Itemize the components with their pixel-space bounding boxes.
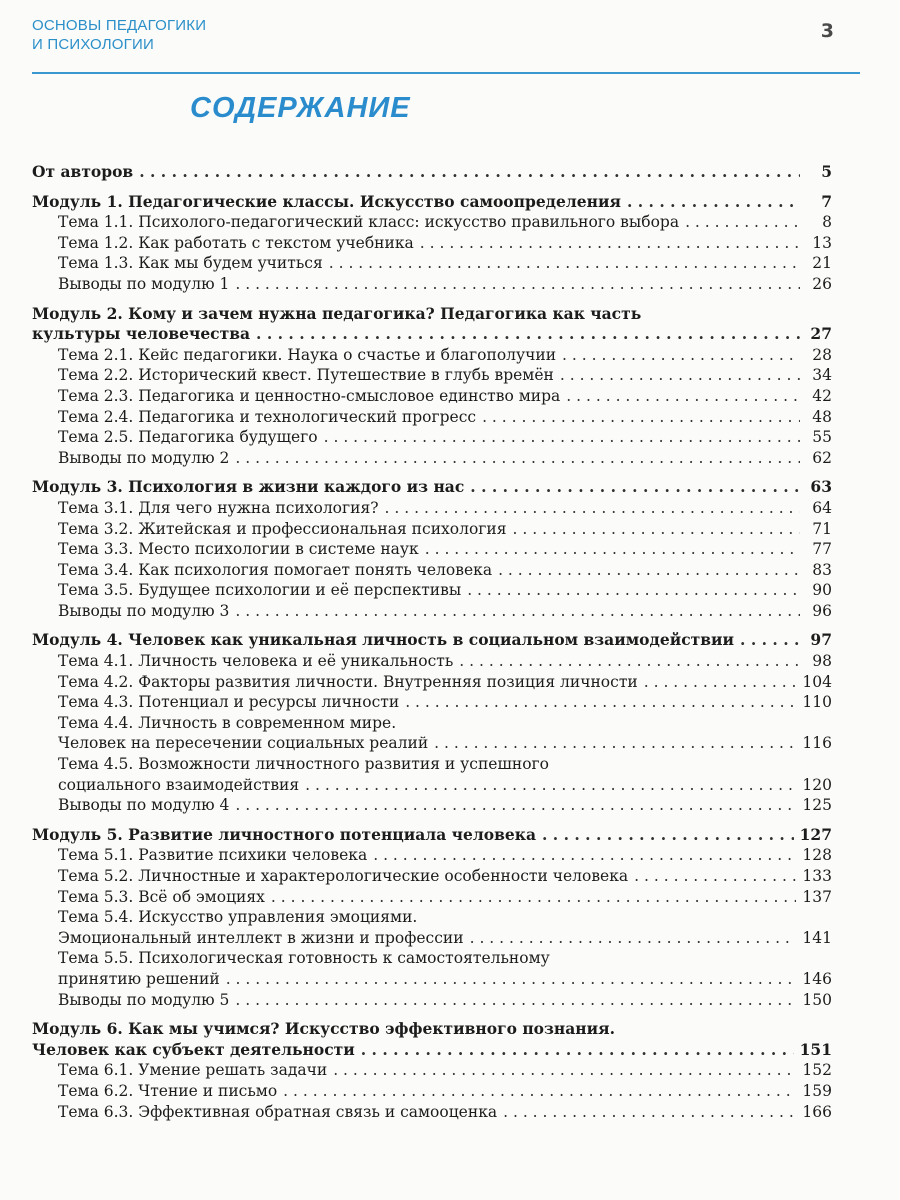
topic-page: 8 [822,213,832,232]
topic-page: 141 [802,928,832,947]
toc-topic-3-2[interactable] [32,519,832,540]
topic-page: 128 [802,846,832,865]
module-page: 97 [810,630,832,650]
table-of-contents [32,162,832,1122]
topic-label: Тема 2.2. Исторический квест. Путешествие в глубь времён [58,366,554,385]
toc-topic-2-2[interactable] [32,365,832,386]
toc-topic-3-5[interactable] [32,580,832,601]
topic-label: принятию решений [58,969,220,988]
topic-label: Тема 3.1. Для чего нужна психология? [58,498,379,517]
leader-dots [562,345,800,366]
topic-page: 98 [812,652,832,671]
summary-label: Выводы по модулю 4 [58,796,230,815]
leader-dots [470,928,797,949]
topic-page: 34 [812,366,832,385]
toc-topic-5-4[interactable] [32,928,832,949]
topic-5-4-line-1[interactable]: Тема 5.4. Искусство управления эмоциями. [58,908,418,927]
leader-dots [467,580,800,601]
topic-label: Тема 3.3. Место психологии в системе наук [58,540,419,559]
leader-dots [235,601,800,622]
topic-label: Тема 4.2. Факторы развития личности. Внутренняя позиция личности [58,672,638,691]
topic-label: Тема 6.1. Умение решать задачи [58,1061,328,1080]
leader-dots [542,825,794,846]
toc-module-1[interactable] [32,192,832,213]
summary-label: Выводы по модулю 1 [58,274,230,293]
toc-topic-3-4[interactable] [32,560,832,581]
leader-dots [459,651,800,672]
toc-topic-6-1[interactable] [32,1060,832,1081]
leader-dots [425,539,800,560]
leader-dots [627,192,800,213]
toc-summary-4[interactable] [32,795,832,816]
toc-summary-5[interactable] [32,990,832,1011]
topic-page: 116 [802,734,832,753]
topic-label: Тема 3.4. Как психология помогает понять человека [58,560,493,579]
toc-entry-label: От авторов [32,162,134,181]
running-title [32,16,206,54]
leader-dots [513,519,800,540]
module-title: Модуль 3. Психология в жизни каждого из нас [32,477,465,497]
toc-topic-3-3[interactable] [32,539,832,560]
leader-dots [329,253,800,274]
leader-dots [420,233,800,254]
module-title: Человек как субъект деятельности [32,1039,355,1059]
toc-module-5[interactable] [32,825,832,846]
topic-label: Тема 5.3. Всё об эмоциях [58,887,265,906]
toc-topic-6-2[interactable] [32,1081,832,1102]
topic-page: 133 [802,867,832,885]
topic-4-4-line-1[interactable]: Тема 4.4. Личность в современном мире. [58,713,397,732]
toc-summary-1[interactable] [32,274,832,295]
topic-page: 137 [802,887,832,906]
topic-page: 48 [812,407,832,426]
toc-topic-1-3[interactable] [32,253,832,274]
topic-page: 166 [802,1102,832,1121]
summary-page: 125 [802,796,832,815]
summary-page: 96 [812,601,832,620]
leader-dots [498,560,800,581]
leader-dots [256,324,800,345]
toc-topic-5-5[interactable] [32,969,832,990]
module-page: 27 [810,324,832,344]
toc-title: СОДЕРЖАНИЕ [190,92,411,124]
topic-page: 28 [812,345,832,364]
topic-5-5-line-1[interactable]: Тема 5.5. Психологическая готовность к самостоятельному [58,949,550,968]
topic-label: Тема 2.4. Педагогика и технологический прогресс [58,407,477,426]
topic-label: Тема 4.1. Личность человека и её уникальность [58,652,454,671]
topic-page: 13 [812,233,832,252]
leader-dots [405,692,796,713]
leader-dots [139,162,800,183]
leader-dots [503,1102,796,1123]
leader-dots [685,212,800,233]
topic-page: 110 [802,693,832,712]
leader-dots [305,775,796,796]
topic-label: Человек на пересечении социальных реалий [58,734,429,753]
toc-topic-4-5[interactable] [32,775,832,796]
leader-dots [271,887,797,908]
toc-module-4[interactable] [32,630,832,651]
leader-dots [235,274,800,295]
leader-dots [361,1040,794,1061]
module-page: 7 [821,191,832,211]
leader-dots [560,365,800,386]
topic-page: 77 [812,540,832,559]
leader-dots [333,1060,796,1081]
module-title: Модуль 4. Человек как уникальная личность в социальном взаимодействии [32,630,735,650]
leader-dots [235,990,796,1011]
module-page: 127 [799,824,832,844]
toc-module-3[interactable] [32,477,832,498]
toc-topic-2-3[interactable] [32,386,832,407]
toc-topic-5-2[interactable] [32,866,832,887]
leader-dots [226,969,797,990]
topic-label: социального взаимодействия [58,775,300,794]
toc-topic-4-4[interactable] [32,733,832,754]
toc-topic-2-4[interactable] [32,407,832,428]
topic-page: 71 [812,519,832,538]
leader-dots [283,1081,796,1102]
leader-dots [740,630,800,651]
toc-entry-authors[interactable] [32,162,832,183]
topic-page: 159 [802,1081,832,1100]
leader-dots [634,866,796,887]
leader-dots [566,386,800,407]
topic-label: Тема 5.2. Личностные и характерологические особенности человека [58,867,629,885]
topic-label: Эмоциональный интеллект в жизни и профессии [58,928,464,947]
leader-dots [235,795,796,816]
toc-summary-3[interactable] [32,601,832,622]
leader-dots [482,407,800,428]
topic-page: 152 [802,1061,832,1080]
topic-page: 120 [802,775,832,794]
topic-label: Тема 6.2. Чтение и письмо [58,1081,278,1100]
topic-page: 146 [802,969,832,988]
toc-topic-4-2[interactable] [32,672,832,693]
topic-label: Тема 2.5. Педагогика будущего [58,428,318,447]
toc-topic-4-1[interactable] [32,651,832,672]
topic-page: 104 [802,672,832,691]
toc-module-6[interactable] [32,1040,832,1061]
topic-page: 55 [812,428,832,447]
toc-topic-4-3[interactable] [32,692,832,713]
topic-page: 42 [812,386,832,405]
topic-label: Тема 3.2. Житейская и профессиональная психология [58,519,507,538]
page-header [0,0,900,80]
toc-topic-5-1[interactable] [32,845,832,866]
topic-page: 21 [812,254,832,273]
topic-page: 64 [812,498,832,517]
summary-page: 26 [812,274,832,293]
leader-dots [470,477,800,498]
module-page: 151 [799,1039,832,1059]
topic-label: Тема 1.3. Как мы будем учиться [58,254,323,273]
toc-topic-5-3[interactable] [32,887,832,908]
topic-label: Тема 4.3. Потенциал и ресурсы личности [58,693,400,712]
toc-summary-2[interactable] [32,448,832,469]
module-title: Модуль 1. Педагогические классы. Искусство самоопределения [32,191,621,211]
leader-dots [434,733,796,754]
leader-dots [644,672,797,693]
summary-label: Выводы по модулю 5 [58,990,230,1009]
summary-label: Выводы по модулю 3 [58,601,230,620]
topic-label: Тема 1.1. Психолого-педагогический класс: искусство правильного выбора [58,213,680,232]
topic-label: Тема 2.3. Педагогика и ценностно-смысловое единство мира [58,386,561,405]
running-title-line-1: ОСНОВЫ ПЕДАГОГИКИ [32,17,207,34]
leader-dots [324,427,800,448]
summary-label: Выводы по модулю 2 [58,448,230,467]
toc-topic-2-1[interactable] [32,345,832,366]
topic-label: Тема 3.5. Будущее психологии и её перспективы [58,581,462,600]
toc-topic-1-2[interactable] [32,233,832,254]
toc-module-2[interactable] [32,324,832,345]
topic-label: Тема 6.3. Эффективная обратная связь и самооценка [58,1102,498,1121]
summary-page: 150 [802,990,832,1009]
module-6-title-line-1[interactable]: Модуль 6. Как мы учимся? Искусство эффективного познания. [32,1019,615,1039]
topic-label: Тема 1.2. Как работать с текстом учебника [58,233,414,252]
topic-label: Тема 5.1. Развитие психики человека [58,846,368,865]
toc-topic-2-5[interactable] [32,427,832,448]
leader-dots [385,498,800,519]
header-rule [32,72,860,74]
summary-page: 62 [812,448,832,467]
module-page: 63 [810,477,832,497]
topic-page: 90 [812,581,832,600]
module-title: Модуль 5. Развитие личностного потенциала человека [32,824,536,844]
module-title: культуры человечества [32,324,251,344]
toc-entry-page: 5 [821,162,832,181]
toc-topic-3-1[interactable] [32,498,832,519]
topic-label: Тема 2.1. Кейс педагогики. Наука о счастье и благополучии [58,345,557,364]
leader-dots [373,845,796,866]
module-2-title-line-1[interactable]: Модуль 2. Кому и зачем нужна педагогика? Педагогика как часть [32,303,642,323]
running-title-line-2: И ПСИХОЛОГИИ [32,36,154,53]
topic-4-5-line-1[interactable]: Тема 4.5. Возможности личностного развития и успешного [58,755,549,774]
toc-topic-1-1[interactable] [32,212,832,233]
page-number: 3 [820,20,834,42]
topic-page: 83 [812,560,832,579]
leader-dots [235,448,800,469]
toc-topic-6-3[interactable] [32,1102,832,1123]
